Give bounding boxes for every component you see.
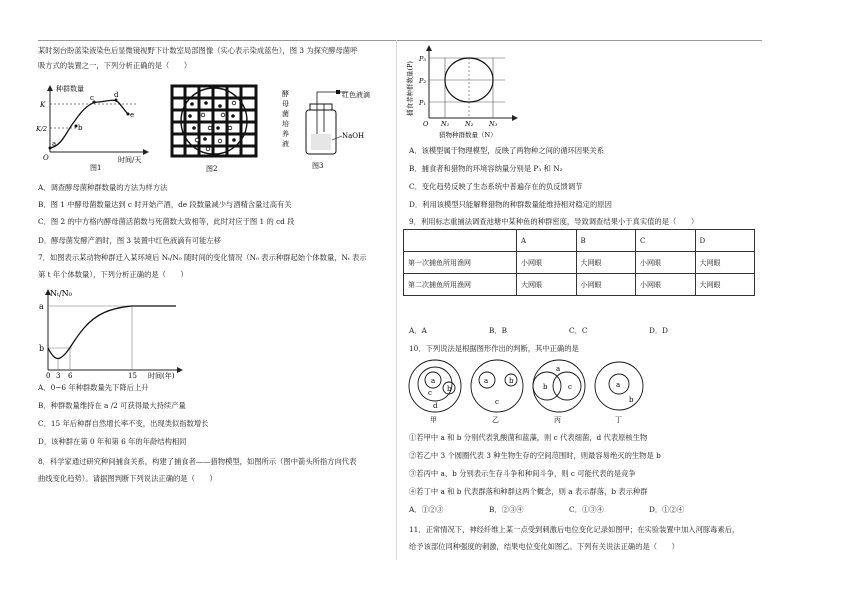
q7-stem-line-1: 7．如图表示某动物种群迁入某环境后 Nₜ/N₀ 随时间的变化情况（N₀ 表示种群起始个体数量，Nₜ 表示 — [38, 253, 367, 262]
fig1-point-e: e — [130, 111, 135, 119]
q7-chart-tick-0: 0 — [46, 372, 51, 380]
q7-chart-y-b: b — [39, 344, 45, 353]
fig3-yeast-char-3: 菌 — [282, 110, 289, 118]
q10-option-c: C．①③④ — [569, 505, 604, 514]
fig1-point-b: b — [78, 124, 83, 132]
table-cell: 小网眼 — [636, 252, 696, 274]
intro-line-1: 某时刻台盼蓝染液染色后显微镜视野下计数室局部图像（实心表示染成蓝色），图 3 为探究酵母菌呼 — [38, 46, 358, 55]
q10-jia-b: b — [447, 385, 452, 393]
q10-caption-ding: 丁 — [615, 416, 622, 424]
fig2-caption: 图2 — [206, 165, 218, 173]
fig1-origin: O — [43, 154, 49, 162]
q7-chart-tick-3: 3 — [56, 372, 61, 380]
q8-chart-n3: N₃ — [489, 120, 498, 128]
q10-item-2: ②若乙中 3 个圆圈代表 3 种生物生存的空间范围时，则最容易绝灭的生物是 b — [409, 451, 661, 460]
q6-option-c: C．图 2 的中方格内酵母菌活菌数与死菌数大致相等，此时对应于图 1 的 cd 段 — [38, 217, 295, 226]
q8-chart-n1: N₁ — [441, 120, 450, 128]
q8-chart-xlabel: 猎物种群数量（N） — [439, 131, 497, 139]
q8-option-b: B．捕食者和猎物的环境容纳量分别是 P₃ 和 N₂ — [409, 164, 563, 173]
fig3-red-drop-label: 红色液滴 — [342, 91, 370, 99]
fig1-ylabel: 种群数量 — [56, 85, 84, 93]
q11-stem-line-1: 11．正常情况下，神经纤维上某一点受到刺激后电位变化记录如图甲；在实验装置中加入河豚毒素后， — [409, 525, 740, 534]
table-cell: 第二次捕鱼所用渔网 — [404, 274, 517, 296]
table-cell: 小网眼 — [576, 274, 636, 296]
q6-option-a: A．调查酵母菌种群数量的方法为样方法 — [38, 183, 168, 192]
q8-option-a: A．该模型属于物理模型，反映了两物种之间的循环因果关系 — [409, 146, 604, 155]
fig1-caption: 图1 — [90, 164, 102, 172]
q10-yi-a: a — [484, 377, 489, 385]
fig3-yeast-char-4: 培 — [282, 120, 289, 128]
fig1-k-label: K — [40, 101, 46, 109]
q7-chart-xlabel: 时间(年) — [148, 372, 175, 380]
q8-stem-line-1: 8．科学家通过研究种间捕食关系，构建了捕食者——猎物模型，如图所示（图中箭头所指方向代表 — [38, 457, 357, 466]
q10-bing-a: a — [556, 365, 561, 373]
q7-chart — [36, 284, 186, 380]
table-header-c: C — [636, 230, 696, 252]
q7-stem-line-2: 第 t 年个体数量），下列分析正确的是（ ） — [38, 270, 188, 279]
q10-ding-a: a — [616, 381, 621, 389]
q8-chart-origin: O — [423, 120, 429, 128]
q10-bing-c: c — [568, 383, 572, 391]
table-cell: 小网眼 — [636, 274, 696, 296]
q10-item-4: ④若丁中 a 和 b 代表群落和种群这两个概念，则 a 表示群落，b 表示种群 — [409, 487, 648, 496]
q8-chart-p2: P₂ — [419, 77, 426, 85]
q9-option-a: A．A — [409, 326, 427, 335]
table-row — [404, 252, 755, 274]
table-cell — [404, 230, 517, 252]
q10-option-a: A．①②③ — [409, 505, 444, 514]
table-header-a: A — [517, 230, 577, 252]
q7-option-b: B．种群数量维持在 a /2 可获得最大持续产量 — [38, 401, 186, 410]
q7-option-a: A．0~6 年种群数量先下降后上升 — [38, 383, 149, 392]
fig3-yeast-char-1: 酵 — [282, 90, 289, 98]
q9-option-c: C．C — [569, 326, 588, 335]
table-cell: 大网眼 — [576, 252, 636, 274]
figure-1-growth-curve — [36, 80, 156, 172]
q7-option-c: C．15 年后种群自然增长率不变，出现类似指数增长 — [38, 419, 209, 428]
table-cell: 小网眼 — [517, 252, 577, 274]
fig3-naoh-label: NaOH — [342, 132, 365, 140]
q10-ding-b: b — [629, 396, 634, 404]
table-row — [404, 274, 755, 296]
q10-caption-yi: 乙 — [492, 416, 499, 424]
table-cell: 第一次捕鱼所用渔网 — [404, 252, 517, 274]
q9-option-d: D．D — [649, 326, 668, 335]
q10-caption-jia: 甲 — [430, 416, 437, 424]
header-rule — [38, 40, 762, 41]
q8-stem-line-2: 曲线变化趋势）。请据图判断下列说法正确的是（ ） — [38, 474, 217, 483]
q8-option-c: C．变化趋势反映了生态系统中普遍存在的负反馈调节 — [409, 182, 583, 191]
q11-stem-line-2: 给予该部位同种强度的刺激，结果电位变化如图乙。下列有关说法正确的是（ ） — [409, 542, 679, 551]
fig3-caption: 图3 — [312, 162, 324, 170]
q10-yi-c: c — [495, 398, 499, 406]
q8-chart-p1: P₁ — [419, 99, 426, 107]
q6-option-b: B．图 1 中酵母菌数量达到 c 时开始产酒，de 段数量减少与酒精含量过高有关 — [38, 200, 292, 209]
q9-stem: 9．利用标志重捕法调查池塘中某种鱼的种群密度，导致调查结果小于真实值的是（ ） — [409, 217, 699, 226]
fig1-k2-label: K/2 — [36, 125, 48, 133]
fig1-point-a: a — [52, 140, 57, 148]
q9-table — [403, 229, 755, 296]
fig1-xlabel: 时间/天 — [118, 156, 142, 164]
q9-option-b: B．B — [489, 326, 508, 335]
q8-predator-prey-chart — [403, 42, 523, 140]
fig3-yeast-char-2: 母 — [282, 100, 289, 108]
q7-chart-y-a: a — [39, 302, 44, 311]
q6-option-d: D．酵母菌发酵产酒时，图 3 装置中红色液滴有可能左移 — [38, 236, 221, 245]
table-cell: 大网眼 — [695, 252, 755, 274]
q10-option-d: D．①②④ — [649, 505, 685, 514]
q8-chart-n2: N₂ — [465, 120, 474, 128]
fig3-yeast-char-6: 液 — [282, 140, 289, 148]
q10-figures — [405, 358, 645, 424]
q10-yi-b: b — [509, 377, 514, 385]
q10-bing-b: b — [543, 383, 548, 391]
q7-chart-tick-6: 6 — [68, 372, 73, 380]
q10-jia-d: d — [433, 402, 438, 410]
fig1-point-c: c — [90, 94, 94, 102]
q10-stem: 10．下列说法是根据图形作出的判断，其中正确的是 — [409, 344, 579, 353]
q10-jia-c: c — [428, 389, 432, 397]
q8-option-d: D．利用该模型只能解释猎物的种群数量能维持相对稳定的原因 — [409, 200, 612, 209]
q10-item-3: ③若丙中 a、b 分别表示生存斗争和种间斗争，则 c 可能代表的是竞争 — [409, 469, 636, 478]
q8-chart-p3: P₃ — [419, 55, 426, 63]
fig3-yeast-char-5: 养 — [282, 130, 289, 138]
q10-item-1: ①若甲中 a 和 b 分别代表乳酸菌和蓝藻，则 c 代表细菌，d 代表原核生物 — [409, 433, 648, 442]
table-cell: 大网眼 — [517, 274, 577, 296]
fig1-point-d: d — [114, 91, 119, 99]
q7-option-d: D．该种群在第 0 年和第 6 年的年龄结构相同 — [38, 437, 187, 446]
q10-jia-a: a — [431, 377, 436, 385]
table-cell: 大网眼 — [695, 274, 755, 296]
q10-caption-bing: 丙 — [554, 416, 561, 424]
column-divider — [396, 40, 397, 560]
table-header-d: D — [695, 230, 755, 252]
figure-3-apparatus — [278, 86, 378, 176]
q7-chart-ylabel: Nₜ/N₀ — [50, 289, 72, 298]
intro-line-2: 吸方式的装置之一，下列分析正确的是（ ） — [38, 61, 192, 70]
figure-2-hemocytometer — [170, 84, 262, 174]
q7-chart-tick-15: 15 — [128, 372, 137, 380]
table-header-b: B — [576, 230, 636, 252]
q10-option-b: B．②③④ — [489, 505, 524, 514]
q8-chart-ylabel: 捕食者种群数量(P) — [406, 61, 414, 116]
table-row — [404, 230, 755, 252]
